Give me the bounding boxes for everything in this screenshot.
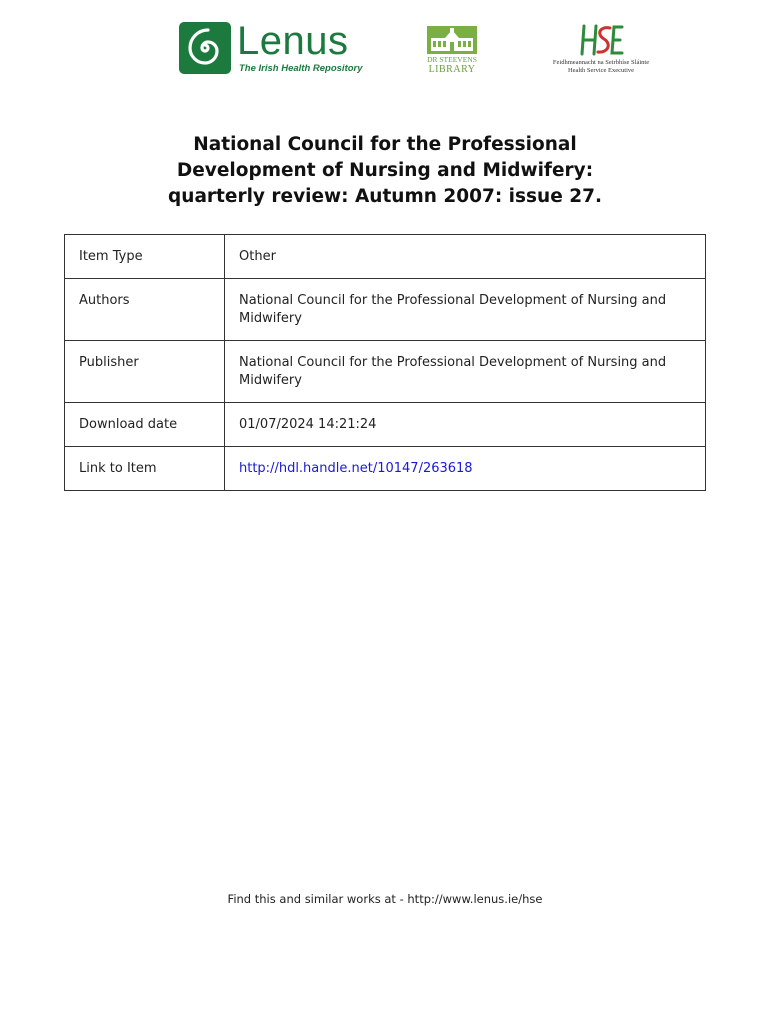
metadata-row-download-date [65,403,706,447]
hse-logo [552,22,650,78]
title-line-1: National Council for the Professional [193,134,577,155]
document-title [120,132,650,210]
metadata-label: Publisher [65,341,225,403]
metadata-row-authors [65,279,706,341]
item-handle-link[interactable]: http://hdl.handle.net/10147/263618 [239,461,473,476]
title-line-3: quarterly review: Autumn 2007: issue 27. [168,186,602,207]
library-name-line1: DR STEEVENS [427,55,477,64]
metadata-value: Other [225,235,706,279]
metadata-value: National Council for the Professional Development of Nursing and Midwifery [225,279,706,341]
title-line-2: Development of Nursing and Midwifery: [176,160,594,181]
metadata-value: National Council for the Professional Development of Nursing and Midwifery [225,341,706,403]
metadata-value: 01/07/2024 14:21:24 [225,403,706,447]
hse-english-name: Health Service Executive [567,67,635,74]
metadata-value-cell [225,447,706,491]
library-building-icon [425,24,479,56]
metadata-label: Download date [65,403,225,447]
lenus-tagline: The Irish Health Repository [239,63,363,74]
metadata-label: Link to Item [65,447,225,491]
steevens-library-logo [425,24,479,76]
footer-text: Find this and similar works at - http://www.lenus.ie/hse [227,892,543,906]
metadata-label: Authors [65,279,225,341]
metadata-table [64,234,706,491]
library-name-line2: LIBRARY [428,64,476,75]
lenus-wordmark: Lenus [237,19,349,63]
metadata-row-publisher [65,341,706,403]
lenus-swirl-icon [179,22,231,74]
header-logos [0,0,770,90]
lenus-logo [179,19,363,76]
metadata-row-item-type [65,235,706,279]
metadata-label: Item Type [65,235,225,279]
hse-irish-name: Feidhmeannacht na Seirbhíse Sláinte [552,59,650,66]
metadata-row-link [65,447,706,491]
hse-mark-icon [552,22,650,58]
